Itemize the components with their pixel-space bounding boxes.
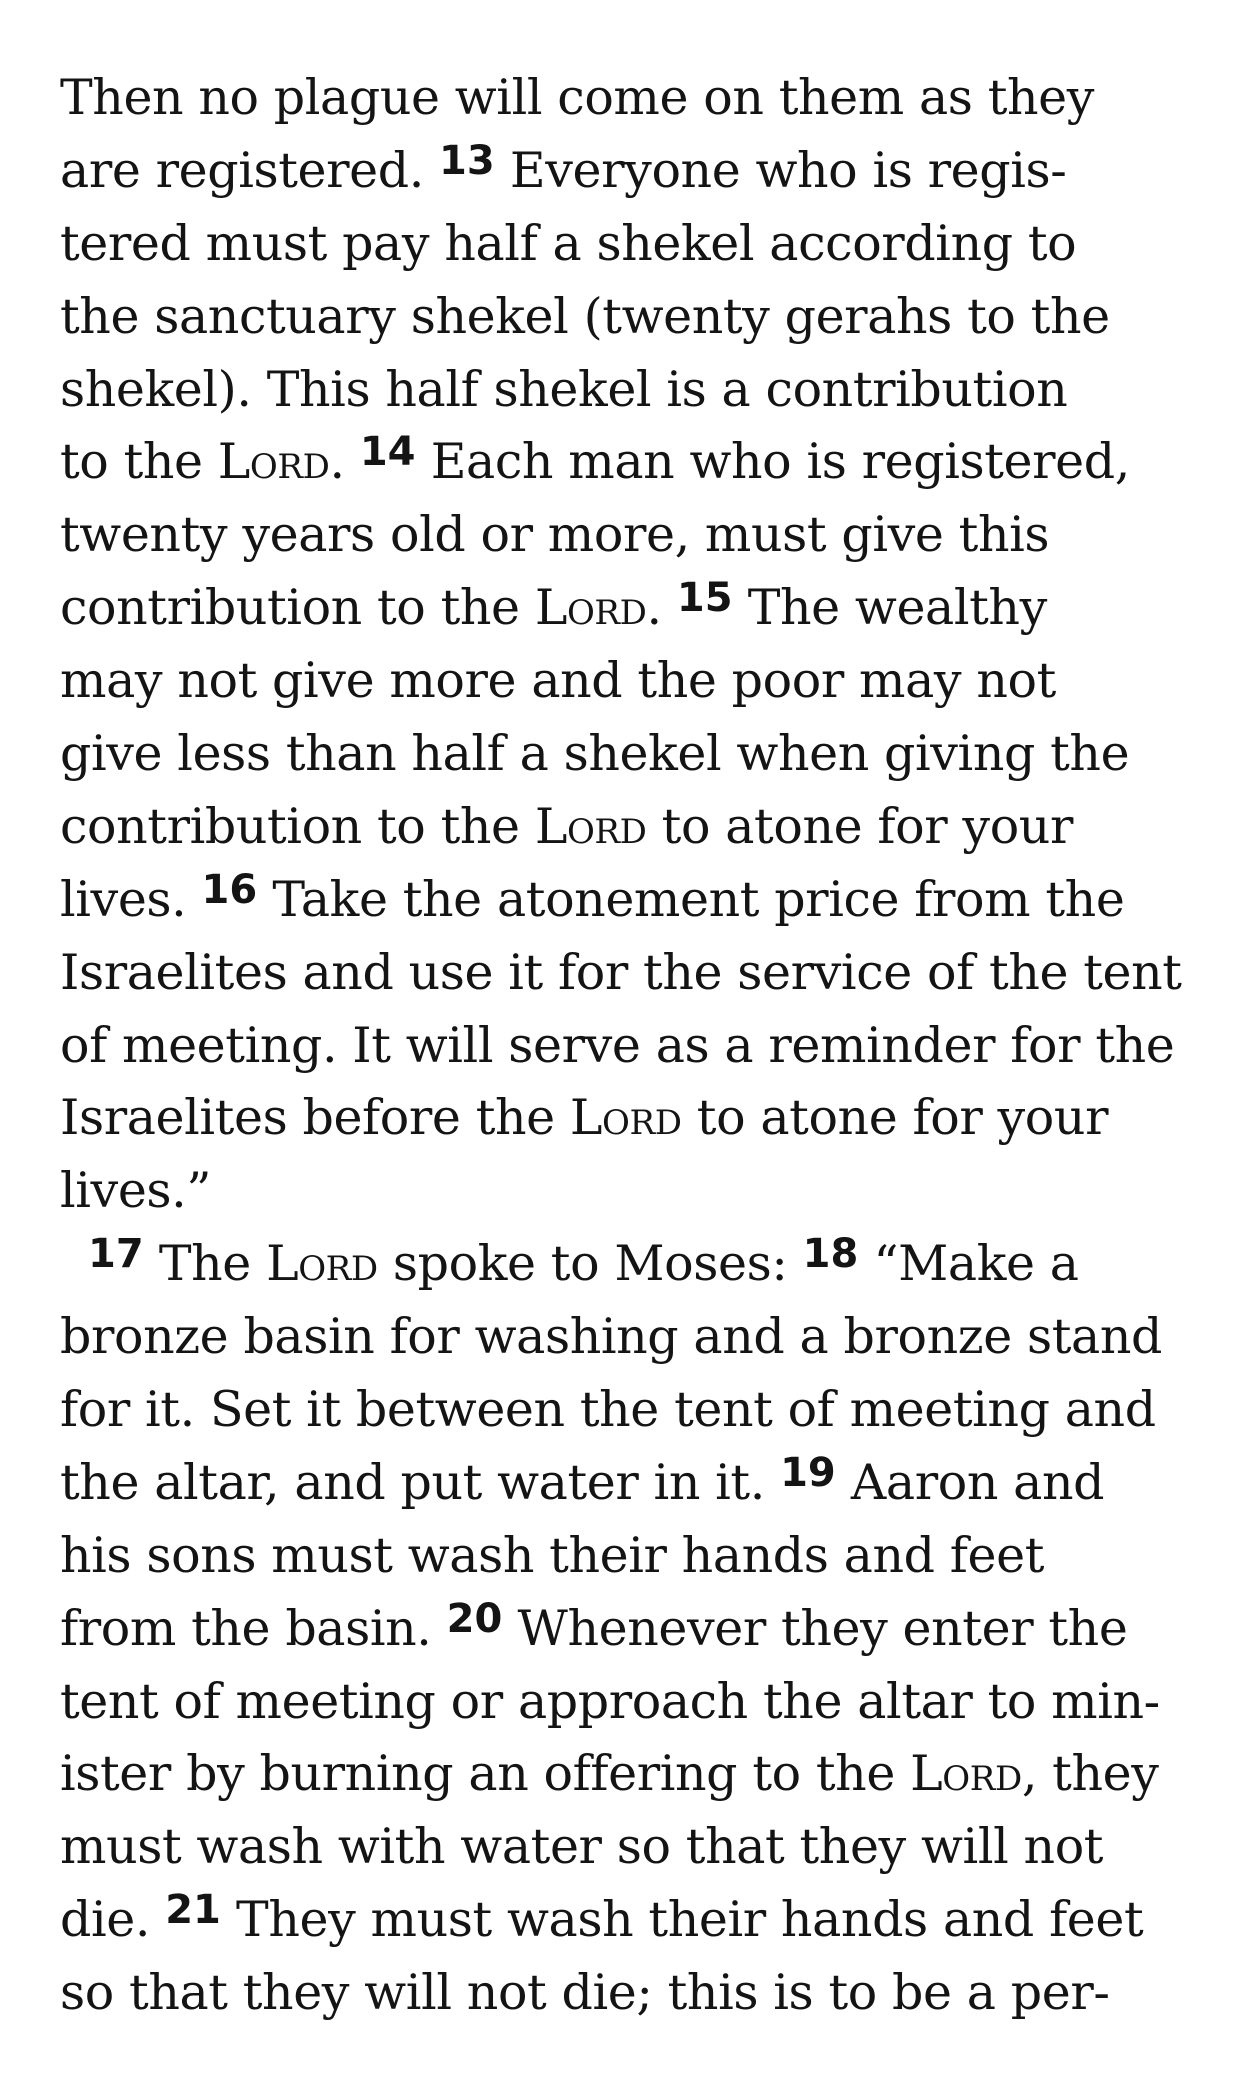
line-text: Aaron and [835,1453,1105,1511]
text-line [60,62,1190,135]
line-text: the altar, and put water in it. [60,1453,781,1511]
line-text: . [646,579,677,637]
line-text: Israelites and use it for the service of the tent [60,943,1182,1001]
line-text: are registered. [60,141,440,199]
text-line [60,1520,1190,1593]
divine-name: Lord [534,579,647,637]
verse-number: 20 [446,1595,503,1642]
line-text: the sanctuary shekel (twenty gerahs to the [60,287,1110,345]
text-line [60,1738,1190,1811]
text-line [60,1228,1190,1301]
scripture-passage [60,62,1190,2030]
line-text: Everyone who is regis- [494,141,1067,199]
text-line [60,354,1190,427]
text-line [60,499,1190,572]
line-text: twenty years old or more, must give this [60,506,1050,564]
divine-name: Lord [534,797,647,855]
line-text: his sons must wash their hands and feet [60,1526,1045,1584]
text-line [60,1082,1190,1155]
verse-number: 19 [780,1449,836,1496]
verse-number: 21 [165,1887,221,1934]
line-text: lives. [60,870,202,928]
line-text: contribution to the [60,579,535,637]
line-text: so that they will not die; this is to be a per- [60,1964,1110,2022]
line-text: Israelites before the [60,1089,570,1147]
verse-number: 18 [802,1231,859,1278]
verse-number: 17 [88,1231,144,1278]
text-line [60,1374,1190,1447]
line-text: die. [60,1891,166,1949]
line-text: may not give more and the poor may not [60,652,1056,710]
line-text: bronze basin for washing and a bronze stand [60,1308,1162,1366]
line-text: for it. Set it between the tent of meeting and [60,1381,1156,1439]
text-line [60,135,1190,208]
text-line [60,791,1190,864]
line-text: Then no plague will come on them as they [60,69,1095,126]
text-line [60,1593,1190,1666]
line-text: tent of meeting or approach the altar to min- [60,1672,1160,1730]
text-line [60,1666,1190,1739]
text-line [60,1884,1190,1957]
line-text: They must wash their hands and feet [220,1891,1144,1949]
line-text: give less than half a shekel when giving the [60,725,1130,783]
text-line [60,1811,1190,1884]
line-text: “Make a [858,1235,1079,1293]
text-line [60,937,1190,1010]
text-line [60,864,1190,937]
line-text: Each man who is registered, [415,433,1130,491]
line-text: tered must pay half a shekel according to [60,214,1077,272]
line-text: Take the atonement price from the [257,870,1125,928]
line-text: Whenever they enter the [502,1599,1128,1657]
line-text: contribution to the [60,797,535,855]
verse-number: 14 [359,429,416,476]
verse-number: 16 [201,866,258,913]
line-text: spoke to Moses: [377,1235,803,1293]
line-text: , they [1021,1745,1159,1803]
text-line [60,1957,1190,2030]
line-text: shekel). This half shekel is a contribution [60,360,1068,418]
text-line [60,1010,1190,1083]
line-text: ister by burning an offering to the [60,1745,911,1803]
divine-name: Lord [217,433,330,491]
line-text: of meeting. It will serve as a reminder for the [60,1016,1175,1074]
text-line [60,572,1190,645]
text-line [60,426,1190,499]
text-line [60,208,1190,281]
line-text: lives.” [60,1162,211,1220]
text-line [60,1301,1190,1374]
text-line [60,281,1190,354]
line-text: The [143,1235,267,1293]
line-text: The wealthy [732,579,1047,637]
text-line [60,1447,1190,1520]
divine-name: Lord [910,1745,1022,1803]
text-line [60,645,1190,718]
text-line [60,718,1190,791]
line-text: . [329,433,360,491]
line-text: to atone for your [681,1089,1109,1147]
line-text: to atone for your [646,797,1073,855]
verse-number: 15 [676,575,733,622]
text-line [60,1155,1190,1228]
line-text: from the basin. [60,1599,447,1657]
divine-name: Lord [266,1235,378,1293]
line-text: must wash with water so that they will not [60,1818,1104,1876]
line-text: to the [60,433,218,491]
divine-name: Lord [569,1089,682,1147]
verse-number: 13 [439,137,495,184]
